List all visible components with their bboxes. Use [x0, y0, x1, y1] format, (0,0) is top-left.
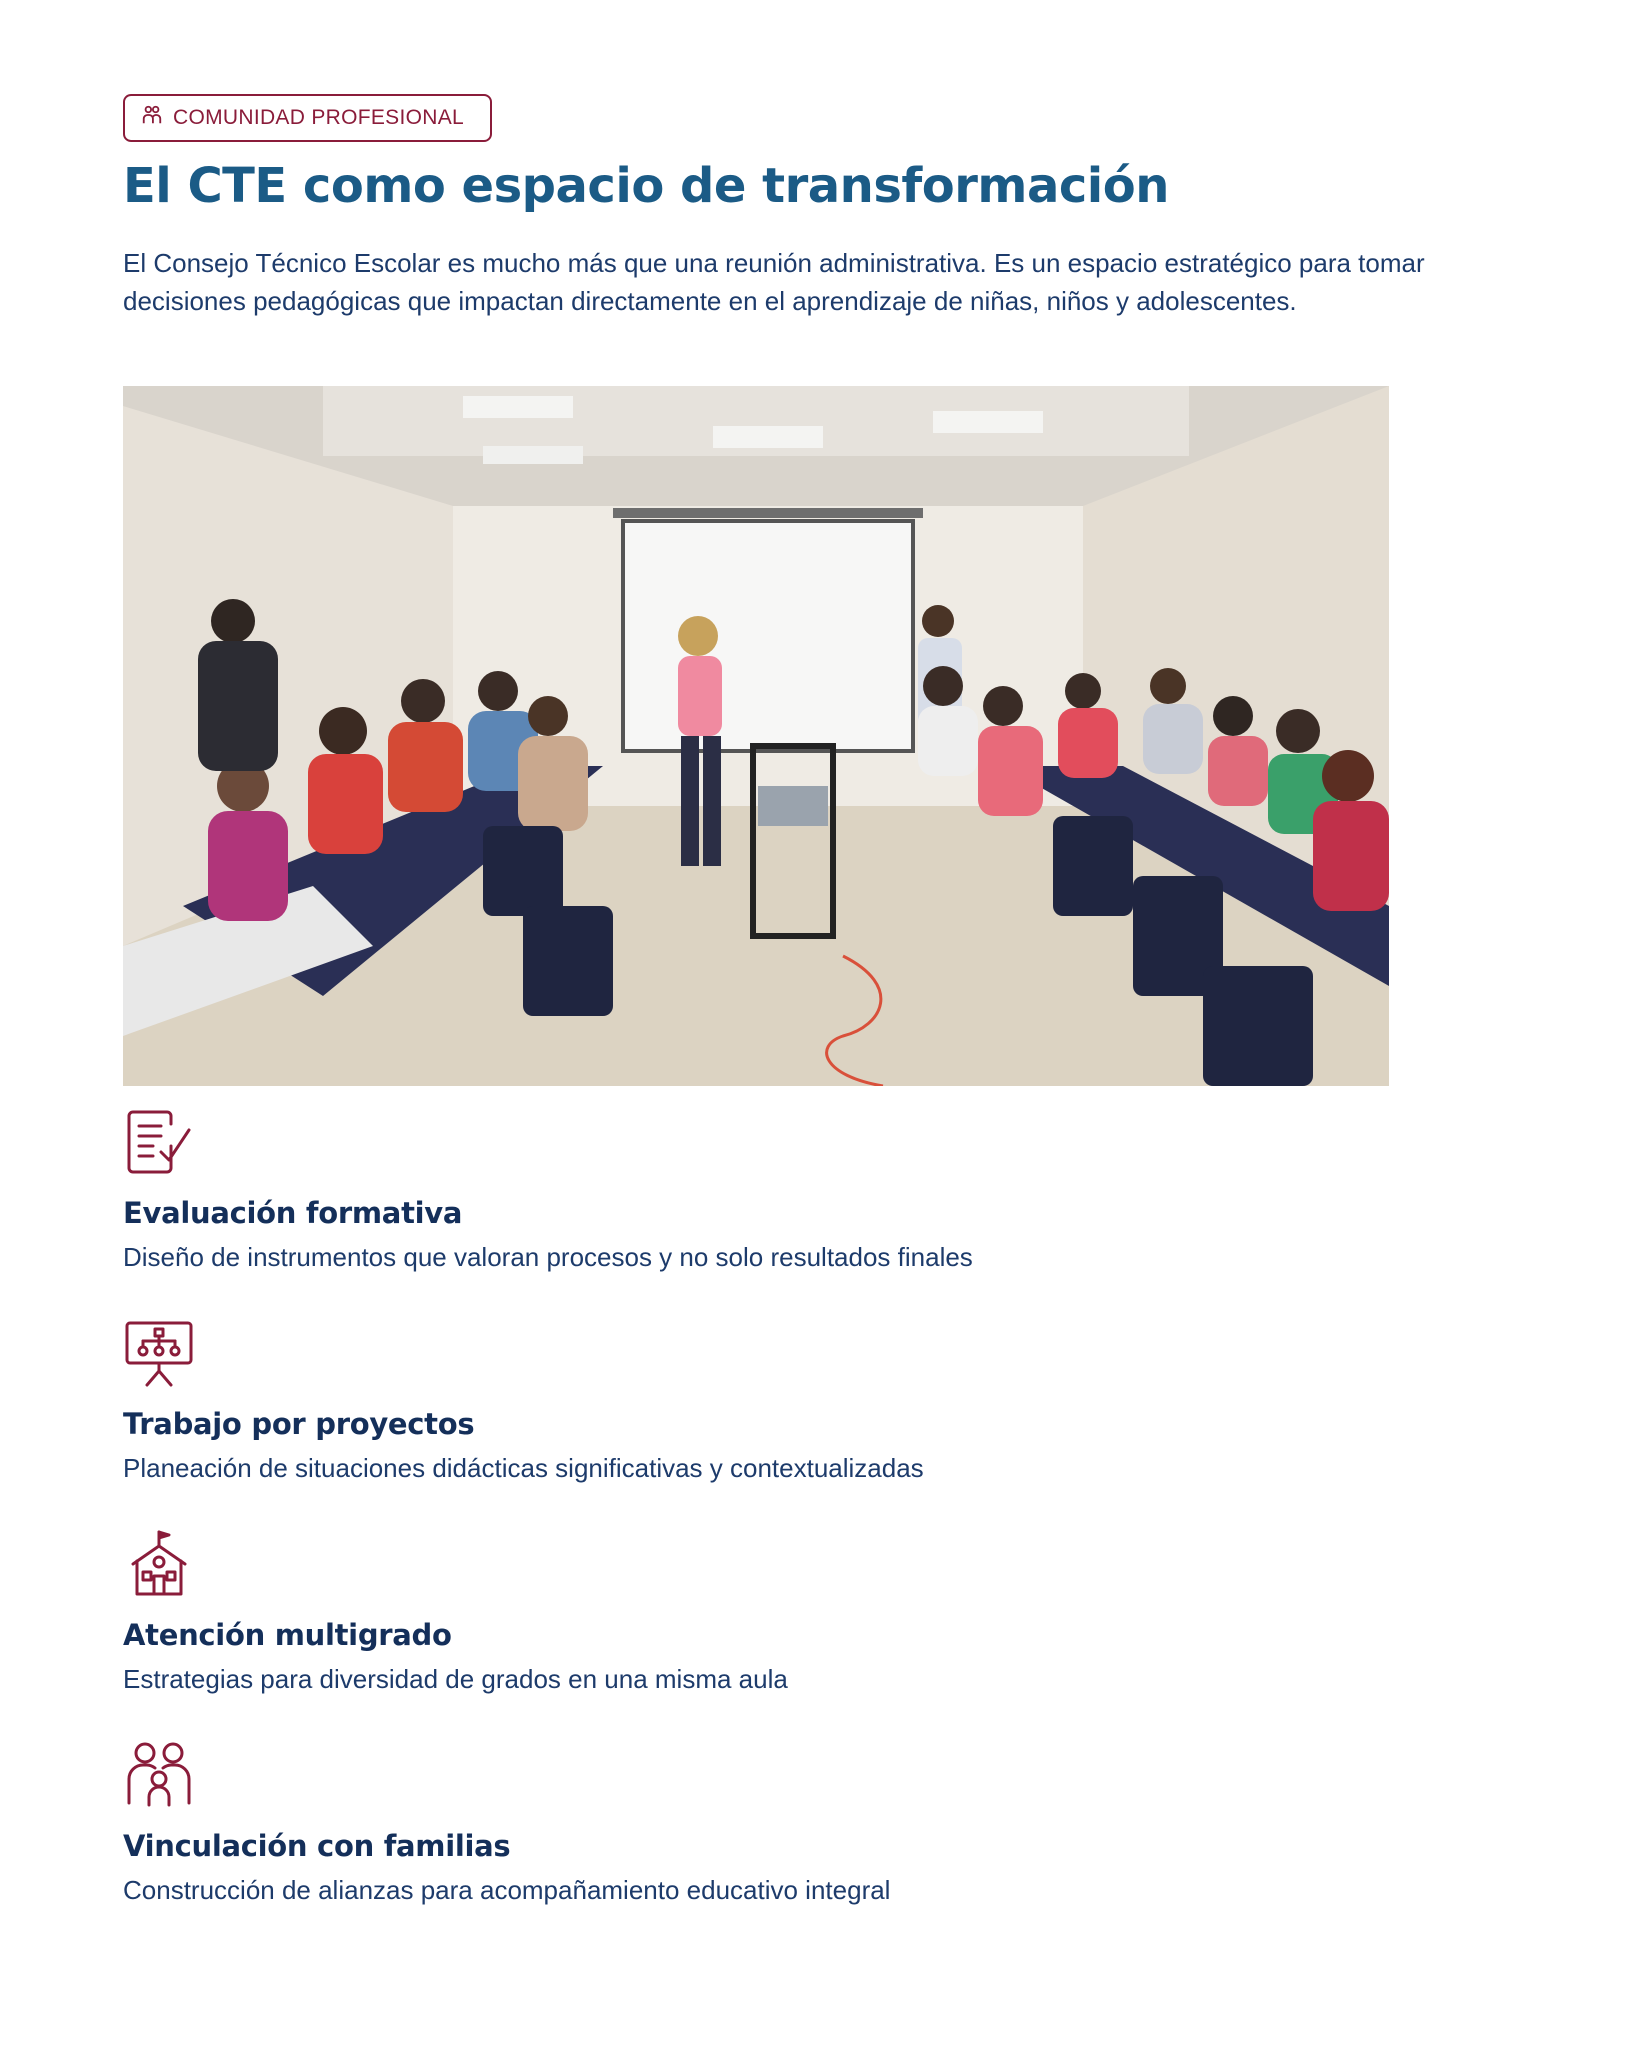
feature-title: Vinculación con familias: [123, 1829, 511, 1863]
feature-description: Planeación de situaciones didácticas significativas y contextualizadas: [123, 1453, 924, 1483]
people-icon: [141, 104, 163, 132]
features-list: [123, 1106, 1523, 1906]
intro-text: El Consejo Técnico Escolar es mucho más que una reunión administrativa. Es un espacio estratégico para tomar decisiones pedagógicas que impactan directamente en el aprendizaje de niñas, niños y adolescentes.: [123, 248, 1425, 316]
section-badge: [123, 94, 492, 142]
feature-item: [123, 1317, 1523, 1484]
feature-title: Atención multigrado: [123, 1618, 452, 1652]
feature-description: Diseño de instrumentos que valoran procesos y no solo resultados finales: [123, 1242, 973, 1272]
feature-title: Evaluación formativa: [123, 1196, 463, 1230]
family-icon: [123, 1739, 195, 1811]
badge-label: COMUNIDAD PROFESIONAL: [173, 106, 464, 129]
page-title: El CTE como espacio de transformación: [123, 158, 1169, 214]
feature-description: Estrategias para diversidad de grados en una misma aula: [123, 1664, 788, 1694]
feature-title: Trabajo por proyectos: [123, 1407, 475, 1441]
schoolhouse-icon: [123, 1528, 195, 1600]
feature-item: [123, 1106, 1523, 1273]
page: [123, 94, 1523, 1950]
checklist-icon: [123, 1106, 195, 1178]
feature-description: Construcción de alianzas para acompañamiento educativo integral: [123, 1875, 891, 1905]
feature-item: [123, 1528, 1523, 1695]
feature-item: [123, 1739, 1523, 1906]
meeting-room-photo: [123, 386, 1389, 1086]
presentation-board-icon: [123, 1317, 195, 1389]
